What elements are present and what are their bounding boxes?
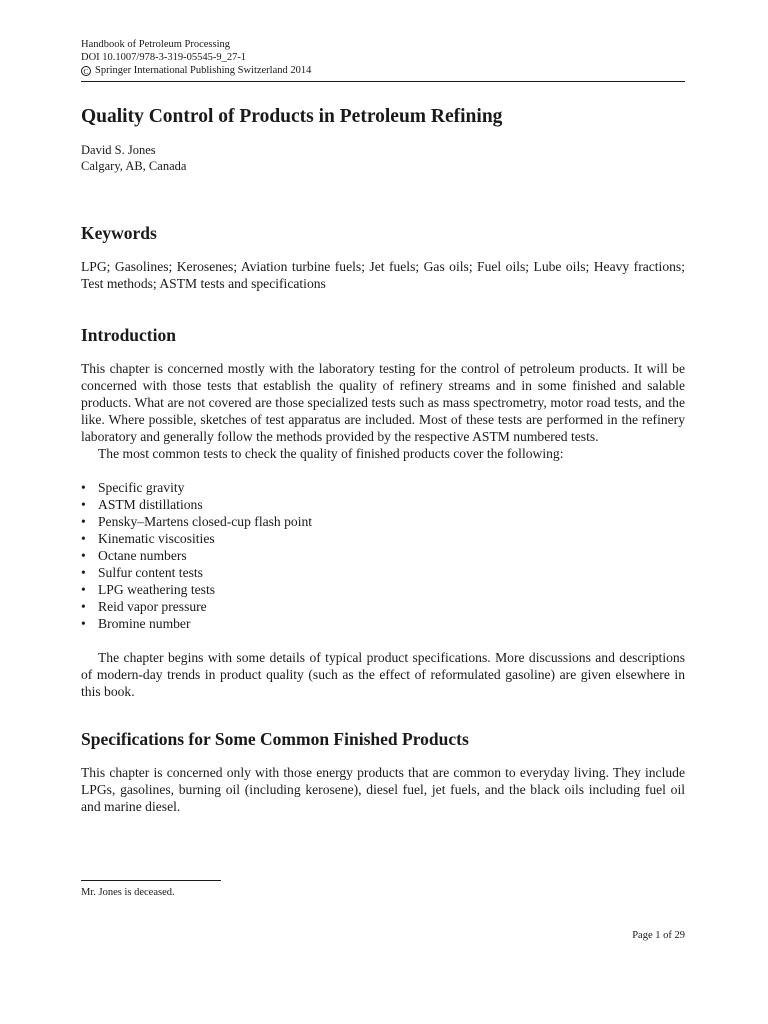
- bullet-icon: •: [81, 497, 86, 512]
- list-item-text: Kinematic viscosities: [98, 531, 215, 546]
- keywords-heading: Keywords: [81, 223, 157, 243]
- list-item: [81, 496, 685, 513]
- doi: DOI 10.1007/978-3-319-05545-9_27-1: [81, 52, 247, 63]
- introduction-paragraph-2: The most common tests to check the quality of finished products cover the following:: [98, 446, 564, 461]
- list-item-text: Sulfur content tests: [98, 565, 203, 580]
- list-item-text: LPG weathering tests: [98, 582, 216, 597]
- introduction-section: [81, 324, 685, 700]
- specifications-heading: Specifications for Some Common Finished Products: [81, 729, 469, 749]
- list-item: [81, 598, 685, 615]
- list-item-text: ASTM distillations: [98, 497, 203, 512]
- list-item: [81, 530, 685, 547]
- introduction-paragraph-1: This chapter is concerned mostly with the laboratory testing for the control of petroleum products. It will be concerned with those tests that establish the quality of refinery streams and in some finished and salable products. What are not covered are those specialized tests such as mass spectrometry, motor road tests, and the like. Where possible, sketches of test apparatus are included. Most of these tests are performed in the refinery laboratory and generally follow the methods provided by the respective ASTM numbered tests.: [81, 361, 685, 444]
- introduction-heading: Introduction: [81, 325, 176, 345]
- bullet-icon: •: [81, 599, 86, 614]
- footnote-rule: [81, 880, 221, 881]
- author-block: [81, 142, 685, 174]
- list-item-text: Reid vapor pressure: [98, 599, 207, 614]
- specifications-section: [81, 728, 685, 815]
- copyright-icon: C: [81, 66, 91, 76]
- list-item-text: Specific gravity: [98, 480, 185, 495]
- copyright-text: Springer International Publishing Switzerland 2014: [95, 65, 312, 76]
- keywords-text: LPG; Gasolines; Kerosenes; Aviation turbine fuels; Jet fuels; Gas oils; Fuel oils; Lube oils; Heavy fractions; Test methods; ASTM tests and specifications: [81, 259, 685, 291]
- list-item: [81, 479, 685, 496]
- bullet-icon: •: [81, 531, 86, 546]
- introduction-paragraph-3: The chapter begins with some details of typical product specifications. More discussions and descriptions of modern-day trends in product quality (such as the effect of reformulated gasoline) are given elsewhere in this book.: [81, 650, 685, 699]
- list-item: [81, 615, 685, 632]
- bullet-icon: •: [81, 565, 86, 580]
- chapter-title: Quality Control of Products in Petroleum Refining: [81, 106, 503, 127]
- bullet-icon: •: [81, 480, 86, 495]
- page-number: Page 1 of 29: [632, 930, 685, 941]
- specifications-paragraph-1: This chapter is concerned only with those energy products that are common to everyday living. They include LPGs, gasolines, burning oil (including kerosene), diesel fuel, jet fuels, and the black oils including fuel oil and marine diesel.: [81, 765, 685, 814]
- footnote: Mr. Jones is deceased.: [81, 887, 175, 898]
- copyright-line: [81, 64, 685, 77]
- header-rule: [81, 81, 685, 82]
- publication-header: [81, 38, 685, 77]
- bullet-icon: •: [81, 514, 86, 529]
- page-content: [81, 38, 685, 815]
- list-item-text: Pensky–Martens closed-cup flash point: [98, 514, 313, 529]
- book-title: Handbook of Petroleum Processing: [81, 39, 231, 50]
- bullet-icon: •: [81, 548, 86, 563]
- test-list: [81, 479, 685, 632]
- bullet-icon: •: [81, 616, 86, 631]
- list-item: [81, 547, 685, 564]
- list-item: [81, 564, 685, 581]
- list-item: [81, 581, 685, 598]
- bullet-icon: •: [81, 582, 86, 597]
- list-item: [81, 513, 685, 530]
- author-location: Calgary, AB, Canada: [81, 159, 187, 173]
- keywords-section: [81, 222, 685, 292]
- author-name: David S. Jones: [81, 143, 156, 157]
- list-item-text: Bromine number: [98, 616, 191, 631]
- list-item-text: Octane numbers: [98, 548, 187, 563]
